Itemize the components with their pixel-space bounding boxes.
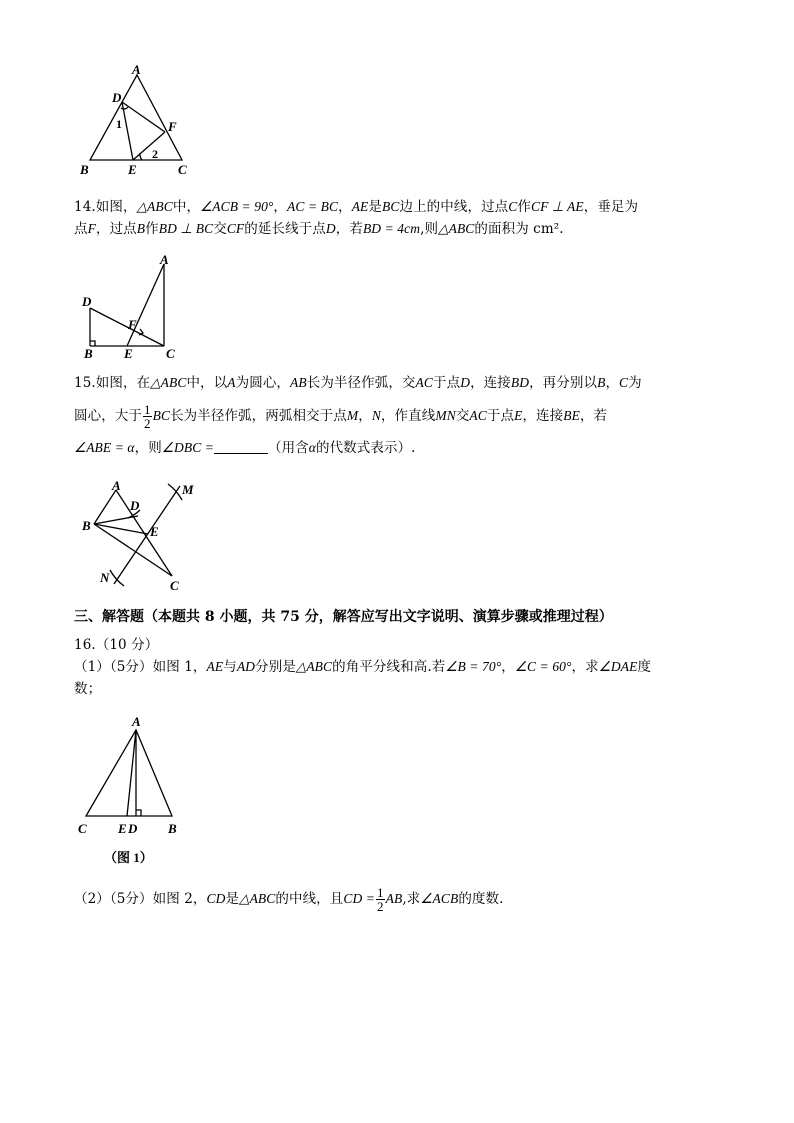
label-e: E [128, 162, 137, 177]
label-d: D [128, 821, 138, 836]
label-c: C [170, 578, 179, 593]
segment-dc [90, 308, 164, 346]
angle-1-arc [121, 107, 128, 109]
right-angle-d [136, 810, 141, 816]
figure-q16-1 [74, 712, 190, 868]
segment-bd [94, 516, 138, 524]
figure-q15 [76, 478, 200, 596]
figure-q14 [76, 252, 188, 360]
q16-header: 16.（10 分） [74, 637, 159, 653]
segment-ae [127, 264, 164, 346]
label-a: A [132, 714, 141, 729]
label-c: C [78, 821, 87, 836]
segment-ef [133, 132, 165, 160]
q14-line-1: 14.如图，△ABC中，∠ACB = 90°，AC = BC，AE是BC边上的中线，过点C作CF ⊥ AE，垂足为 [74, 199, 639, 215]
label-b: B [80, 162, 89, 177]
label-b: B [84, 346, 93, 361]
q15-line-3: ∠ABE = α，则∠DBC = （用含α的代数式表示）. [74, 440, 416, 456]
label-d: D [130, 498, 140, 513]
label-angle-2: 2 [152, 147, 158, 161]
segment-de [122, 102, 133, 160]
section-3-title: 三、解答题（本题共 8 小题，共 75 分，解答应写出文字说明、演算步骤或推理过程） [74, 609, 613, 625]
label-a: A [160, 252, 169, 267]
question-15 [74, 371, 724, 460]
right-angle-f [139, 329, 143, 335]
fraction-half: $\frac{1}{2}$ [377, 885, 384, 914]
label-c: C [166, 346, 175, 361]
label-d: D [112, 90, 122, 105]
q16-part-1-line-2: 数； [74, 681, 102, 697]
label-b: B [82, 518, 91, 533]
label-c: C [178, 162, 187, 177]
triangle-abc [90, 75, 182, 160]
q16-part-2: （2）（5分）如图 2，CD是△ABC的中线，且CD = $\frac{1}{2}$ AB,求∠ACB的度数. [74, 885, 504, 914]
label-f: F [128, 317, 137, 332]
line-mn [114, 486, 180, 584]
question-16 [74, 634, 724, 700]
label-e: E [124, 346, 133, 361]
q15-line-1: 15.如图，在△ABC中，以A为圆心，AB长为半径作弧，交AC于点D，连接BD，再分别以B，C为 [74, 375, 642, 391]
figure-1-caption: （图 1） [104, 850, 153, 865]
segment-ab [94, 490, 116, 524]
q16-part-1: （1）（5分）如图 1，AE与AD分别是△ABC的角平分线和高.若∠B = 70°，∠C = 60°，求∠DAE度 [74, 659, 652, 675]
q15-line-2: 圆心，大于 $\frac{1}{2}$ BC长为半径作弧，两弧相交于点M，N，作直线MN交AC于点E，连接BE，若 [74, 402, 608, 431]
fraction-half: $\frac{1}{2}$ [144, 402, 151, 431]
label-d: D [82, 294, 92, 309]
label-angle-1: 1 [116, 117, 122, 131]
q14-line-2: 点F，过点B作BD ⊥ BC交CF的延长线于点D，若BD = 4cm,则△ABC的面积为 cm². [74, 221, 564, 237]
label-b: B [168, 821, 177, 836]
label-e: E [118, 821, 127, 836]
label-e: E [150, 524, 159, 539]
label-m: M [182, 482, 194, 497]
answer-blank[interactable] [214, 439, 268, 454]
label-a: A [132, 62, 141, 77]
question-14 [74, 196, 724, 240]
label-a: A [112, 478, 121, 493]
label-f: F [168, 119, 177, 134]
angle-2-arc [140, 153, 142, 160]
label-n: N [100, 570, 110, 585]
figure-q13 [76, 62, 200, 180]
